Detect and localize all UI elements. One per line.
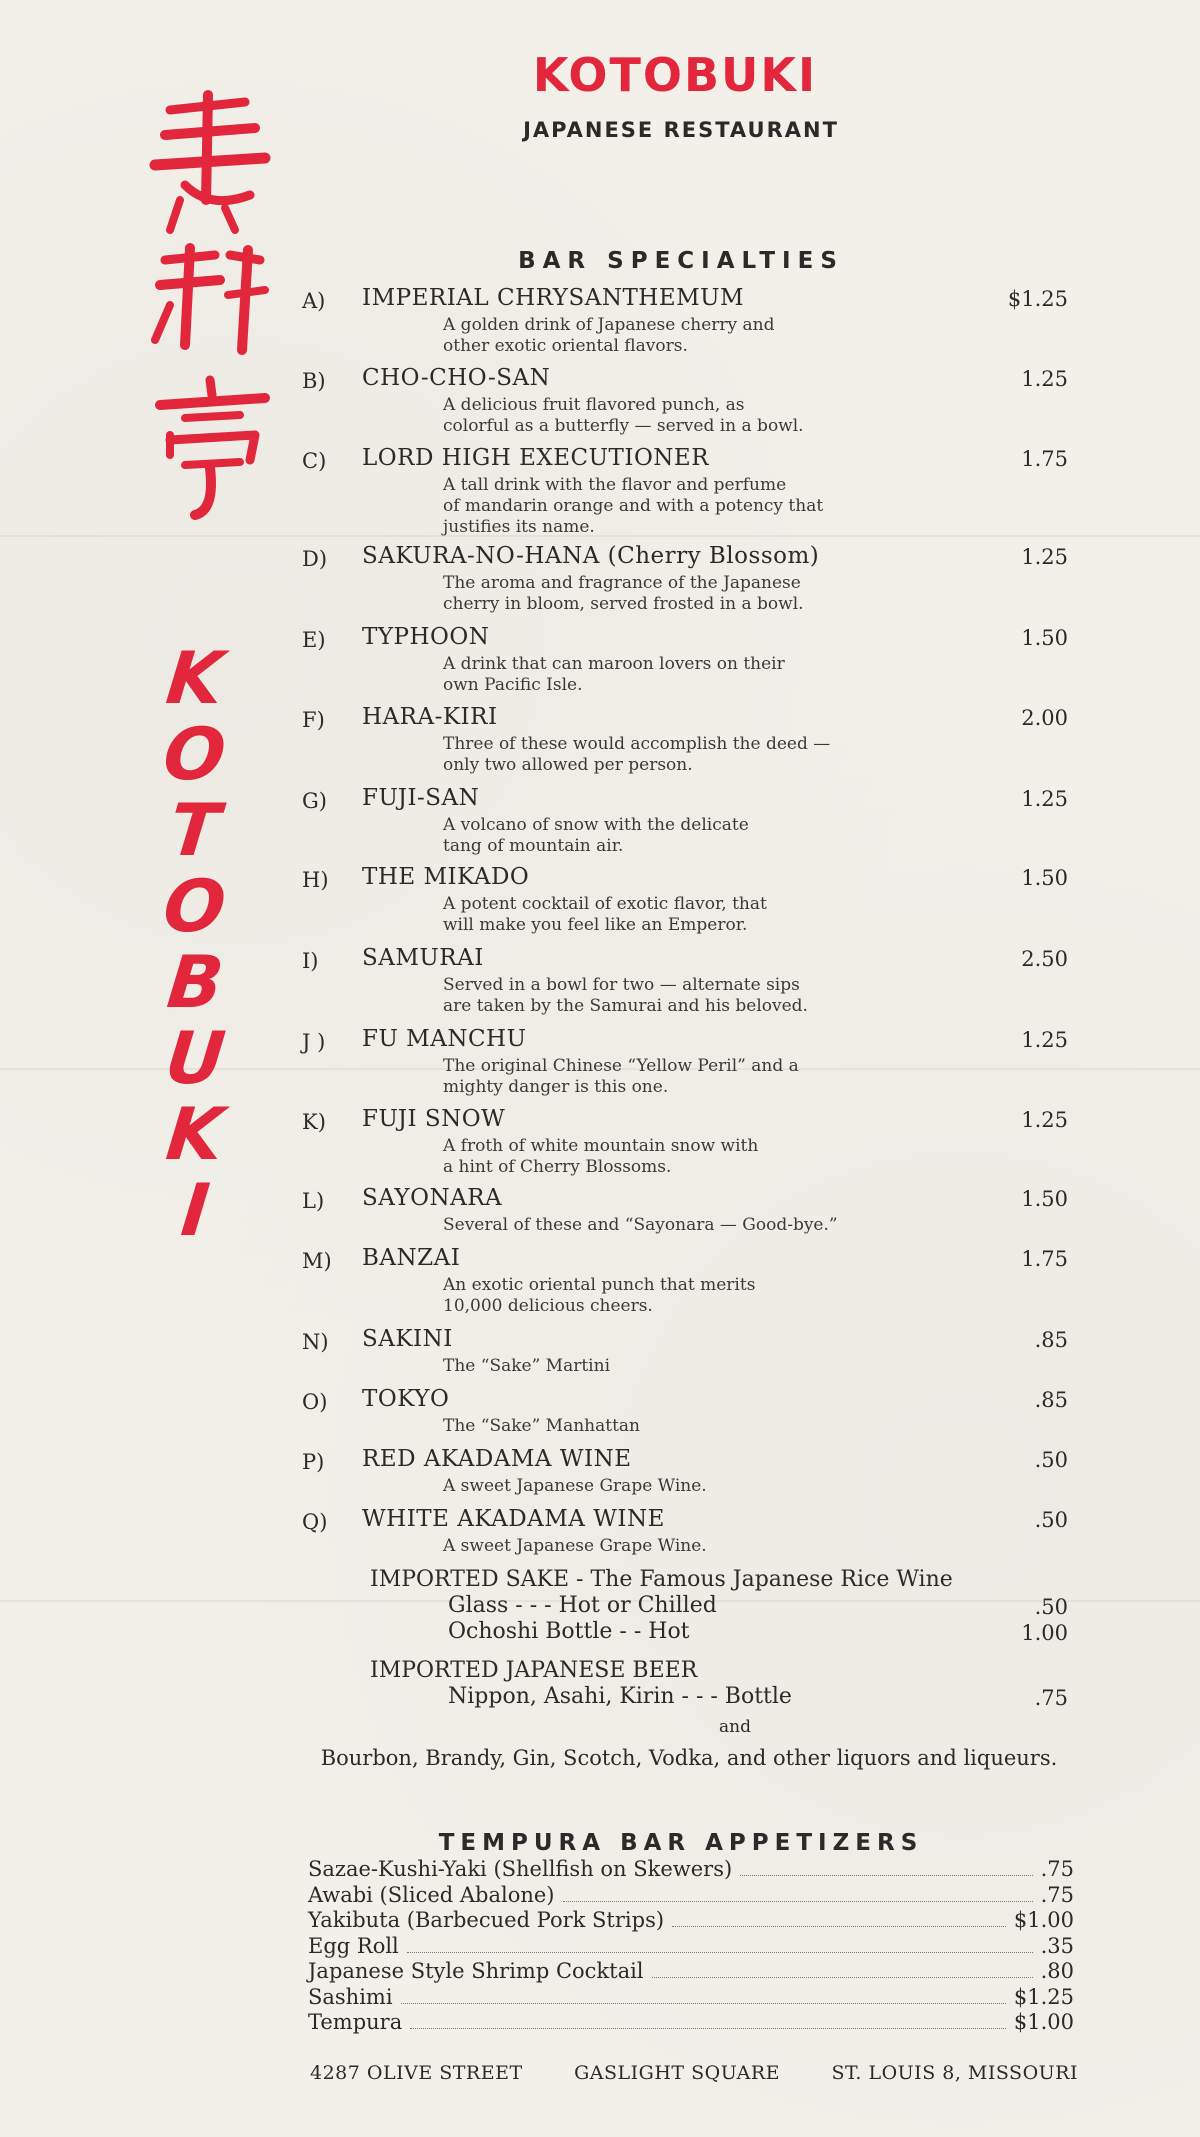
drink-description-line: The original Chinese “Yellow Peril” and a	[443, 1056, 799, 1076]
drink-name: LORD HIGH EXECUTIONER	[362, 445, 710, 471]
drink-name: SAMURAI	[362, 945, 484, 971]
drink-name: FU MANCHU	[362, 1026, 527, 1052]
drink-name: IMPERIAL CHRYSANTHEMUM	[362, 285, 745, 311]
sake-bottle-price: 1.00	[1021, 1621, 1068, 1645]
appetizers-title: TEMPURA BAR APPETIZERS	[438, 1830, 924, 1856]
appetizer-price: $1.25	[1013, 1984, 1074, 2009]
appetizer-item	[308, 2010, 1074, 2036]
drink-description-line: The aroma and fragrance of the Japanese	[443, 573, 801, 593]
beer-title: IMPORTED JAPANESE BEER	[370, 1658, 698, 1683]
drink-price: .85	[1034, 1328, 1068, 1352]
beer-price: .75	[1034, 1686, 1068, 1710]
appetizer-name: Sashimi	[308, 1984, 393, 2009]
drink-price: 1.50	[1021, 1187, 1068, 1211]
drink-letter: F)	[302, 708, 325, 732]
drink-description-line: A golden drink of Japanese cherry and	[443, 315, 775, 335]
drink-description-line: A sweet Japanese Grape Wine.	[443, 1476, 707, 1496]
drink-letter: Q)	[302, 1510, 328, 1534]
appetizer-price: .75	[1040, 1857, 1074, 1881]
drink-price: 1.25	[1021, 1108, 1068, 1132]
drink-letter: C)	[302, 449, 327, 473]
vertical-letter: O	[159, 864, 231, 948]
appetizer-item	[308, 1985, 1074, 2011]
dot-leader	[652, 1977, 1033, 1978]
drink-name: TYPHOON	[362, 624, 490, 650]
vertical-letter: O	[159, 712, 231, 796]
drink-description-line: tang of mountain air.	[443, 836, 624, 856]
sake-title: IMPORTED SAKE - The Famous Japanese Rice Wine	[370, 1567, 953, 1592]
drink-description-line: cherry in bloom, served frosted in a bowl.	[443, 594, 804, 614]
drink-name: SAKINI	[362, 1326, 453, 1352]
vertical-brand-letters	[150, 636, 240, 1252]
drink-description-line: own Pacific Isle.	[443, 675, 583, 695]
vertical-letter: K	[162, 1092, 228, 1176]
drink-letter: M)	[302, 1249, 332, 1273]
drink-description-line: a hint of Cherry Blossoms.	[443, 1157, 672, 1177]
drink-description	[443, 815, 963, 857]
drink-description	[443, 894, 963, 936]
drink-description-line: Several of these and “Sayonara — Good-bye.”	[443, 1215, 838, 1235]
drink-name: TOKYO	[362, 1386, 450, 1412]
sake-glass-price: .50	[1034, 1595, 1068, 1619]
drink-description	[443, 1056, 963, 1098]
drink-letter: A)	[302, 289, 326, 313]
drink-price: 1.50	[1021, 626, 1068, 650]
drink-description-line: An exotic oriental punch that merits	[443, 1275, 756, 1295]
appetizer-name: Egg Roll	[308, 1933, 399, 1958]
drink-price: .85	[1034, 1388, 1068, 1412]
drink-description	[443, 975, 963, 1017]
drink-name: HARA-KIRI	[362, 704, 498, 730]
drink-letter: N)	[302, 1330, 329, 1354]
drink-description-line: A sweet Japanese Grape Wine.	[443, 1536, 707, 1556]
appetizer-price: $1.00	[1013, 2010, 1074, 2034]
drink-letter: B)	[302, 369, 326, 393]
restaurant-name: KOTOBUKI	[532, 48, 818, 102]
appetizer-name: Sazae-Kushi-Yaki (Shellfish on Skewers)	[308, 1857, 733, 1881]
drink-letter: H)	[302, 868, 329, 892]
kanji-calligraphy	[140, 90, 280, 520]
drink-description-line: A drink that can maroon lovers on their	[443, 654, 785, 674]
drink-description	[443, 315, 963, 357]
vertical-letter: K	[162, 636, 228, 720]
appetizer-item	[308, 1934, 1074, 1960]
drink-price: 2.00	[1021, 706, 1068, 730]
drink-letter: P)	[302, 1450, 325, 1474]
drink-name: RED AKADAMA WINE	[362, 1446, 632, 1472]
drink-name: THE MIKADO	[362, 864, 530, 890]
drink-description-line: justifies its name.	[443, 517, 595, 537]
drink-name: SAKURA-NO-HANA (Cherry Blossom)	[362, 543, 820, 569]
drink-description-line: only two allowed per person.	[443, 755, 693, 775]
drink-letter: O)	[302, 1390, 328, 1414]
drink-letter: G)	[302, 789, 327, 813]
bar-specialties-title: BAR SPECIALTIES	[518, 248, 844, 274]
kanji-calligraphy-svg	[140, 90, 280, 520]
drink-description-line: A tall drink with the flavor and perfume	[443, 475, 787, 495]
drink-description-line: will make you feel like an Emperor.	[443, 915, 748, 935]
dot-leader	[563, 1901, 1033, 1902]
drink-description	[443, 395, 963, 437]
drink-description-line: colorful as a butterfly — served in a bowl.	[443, 416, 804, 436]
restaurant-subtitle: JAPANESE RESTAURANT	[523, 118, 839, 142]
drink-letter: D)	[302, 547, 328, 571]
appetizer-item	[308, 1959, 1074, 1985]
drink-description-line: A delicious fruit flavored punch, as	[443, 395, 745, 415]
drink-description-line: other exotic oriental flavors.	[443, 336, 688, 356]
appetizer-item	[308, 1857, 1074, 1883]
drink-description	[443, 734, 963, 776]
drink-letter: E)	[302, 628, 326, 652]
dot-leader	[401, 2003, 1006, 2004]
drink-description	[443, 573, 963, 615]
drink-price: .50	[1034, 1508, 1068, 1532]
appetizer-name: Tempura	[308, 2010, 403, 2034]
drink-description-line: 10,000 delicious cheers.	[443, 1296, 653, 1316]
drink-letter: J )	[302, 1030, 326, 1054]
appetizer-name: Awabi (Sliced Abalone)	[308, 1882, 555, 1907]
drink-description	[443, 1476, 963, 1497]
drink-price: 1.25	[1021, 367, 1068, 391]
sake-glass-label: Glass - - - Hot or Chilled	[448, 1593, 717, 1618]
liquor-text: Bourbon, Brandy, Gin, Scotch, Vodka, and other liquors and liqueurs.	[320, 1746, 1058, 1770]
drink-price: 1.75	[1021, 447, 1068, 471]
vertical-letter: U	[161, 1016, 229, 1100]
drink-description-line: A froth of white mountain snow with	[443, 1136, 759, 1156]
drink-description-line: The “Sake” Manhattan	[443, 1416, 641, 1436]
dot-leader	[410, 2028, 1006, 2029]
appetizer-item	[308, 1908, 1074, 1934]
drink-name: SAYONARA	[362, 1185, 503, 1211]
vertical-letter: I	[177, 1168, 213, 1252]
drink-price: 1.75	[1021, 1247, 1068, 1271]
and-text: and	[719, 1717, 751, 1737]
drink-price: 1.25	[1021, 1028, 1068, 1052]
drink-name: CHO-CHO-SAN	[362, 365, 551, 391]
sake-bottle-label: Ochoshi Bottle - - Hot	[448, 1619, 690, 1644]
drink-price: 1.25	[1021, 787, 1068, 811]
drink-description-line: A volcano of snow with the delicate	[443, 815, 749, 835]
drink-letter: I)	[302, 949, 319, 973]
drink-price: .50	[1034, 1448, 1068, 1472]
drink-description-line: The “Sake” Martini	[443, 1356, 611, 1376]
footer-street: 4287 OLIVE STREET	[310, 2062, 523, 2084]
drink-description-line: A potent cocktail of exotic flavor, that	[443, 894, 767, 914]
footer-address	[310, 2062, 1078, 2084]
drink-description-line: Served in a bowl for two — alternate sips	[443, 975, 800, 995]
footer-square: GASLIGHT SQUARE	[574, 2062, 781, 2084]
drink-name: FUJI-SAN	[362, 785, 480, 811]
drink-price: 2.50	[1021, 947, 1068, 971]
drink-description	[443, 1356, 963, 1377]
drink-description	[443, 1215, 963, 1236]
drink-description-line: of mandarin orange and with a potency that	[443, 496, 824, 516]
appetizer-price: $1.00	[1013, 1908, 1074, 1932]
drink-name: BANZAI	[362, 1245, 461, 1271]
drink-name: FUJI SNOW	[362, 1106, 506, 1132]
beer-line: Nippon, Asahi, Kirin - - - Bottle	[448, 1684, 792, 1709]
drink-price: $1.25	[1007, 287, 1068, 311]
drink-description	[443, 1416, 963, 1437]
drink-name: WHITE AKADAMA WINE	[362, 1506, 665, 1532]
dot-leader	[407, 1952, 1033, 1953]
drink-description	[443, 1536, 963, 1557]
appetizer-name: Yakibuta (Barbecued Pork Strips)	[308, 1908, 665, 1932]
drink-letter: L)	[302, 1189, 325, 1213]
dot-leader	[740, 1875, 1032, 1876]
dot-leader	[672, 1926, 1006, 1927]
appetizer-price: .80	[1040, 1959, 1074, 1983]
drink-description	[443, 654, 963, 696]
drink-price: 1.50	[1021, 866, 1068, 890]
drink-price: 1.25	[1021, 545, 1068, 569]
appetizer-price: .35	[1040, 1933, 1074, 1958]
drink-description-line: are taken by the Samurai and his beloved.	[443, 996, 808, 1016]
footer-city: ST. LOUIS 8, MISSOURI	[831, 2062, 1078, 2084]
appetizer-price: .75	[1040, 1882, 1074, 1907]
drink-description	[443, 475, 963, 538]
appetizer-item	[308, 1883, 1074, 1909]
vertical-letter: B	[163, 940, 227, 1024]
drink-description	[443, 1275, 963, 1317]
drink-description-line: Three of these would accomplish the deed —	[443, 734, 831, 754]
drink-description	[443, 1136, 963, 1178]
drink-description-line: mighty danger is this one.	[443, 1077, 669, 1097]
vertical-letter: T	[166, 788, 224, 872]
drink-letter: K)	[302, 1110, 326, 1134]
appetizer-name: Japanese Style Shrimp Cocktail	[308, 1959, 644, 1983]
